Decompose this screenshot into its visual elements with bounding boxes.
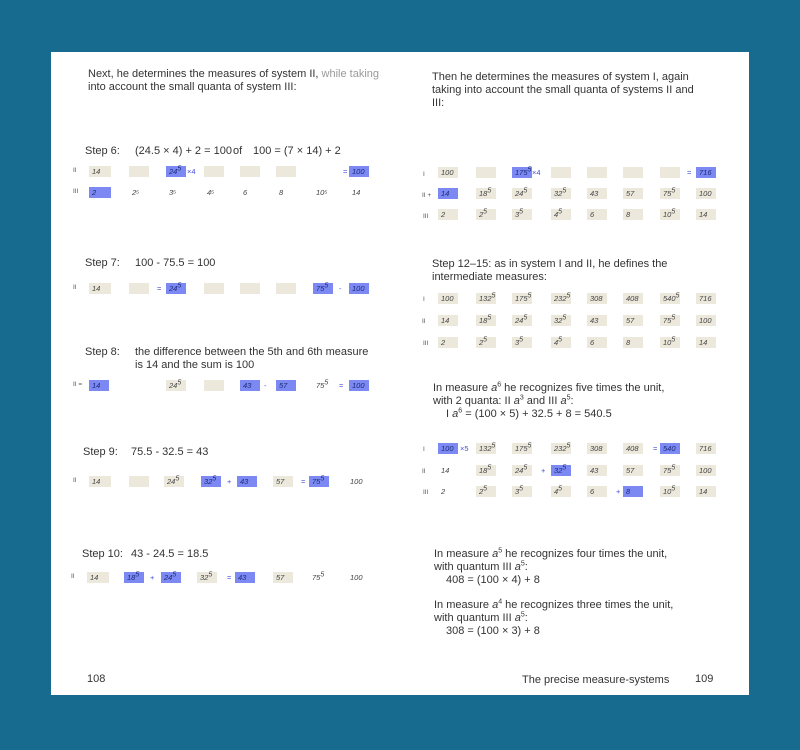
cell <box>129 283 149 294</box>
cell: $232^5$ <box>551 293 571 304</box>
row-label-ii: II <box>73 284 77 291</box>
cell-highlight: $75^5$ <box>309 476 329 487</box>
measure4-text-1: In measure $a^4$ he recognizes three times the unit, <box>434 598 674 611</box>
cell <box>587 167 607 178</box>
row-label-ii: II = <box>73 381 83 388</box>
row-label-i: I <box>423 296 425 303</box>
cell <box>129 166 149 177</box>
step8-label: Step 8: <box>85 346 120 358</box>
cell: $10^5$ <box>660 337 680 348</box>
cell: 100 <box>350 573 363 582</box>
cell <box>551 167 571 178</box>
cell: 8 <box>623 209 643 220</box>
cell: $4^5$ <box>551 209 571 220</box>
cell: 408 <box>623 293 643 304</box>
op-plus: + <box>227 477 232 486</box>
cell: $232^5$ <box>551 443 571 454</box>
cell-highlight: 100 <box>349 166 369 177</box>
row-label-iii: III <box>73 188 79 195</box>
cell: 43 <box>587 188 607 199</box>
page-number-right: 109 <box>695 673 714 685</box>
cell: 100 <box>696 315 716 326</box>
cell: $24^5$ <box>512 315 532 326</box>
cell: 6 <box>243 188 248 197</box>
cell: 14 <box>696 337 716 348</box>
cell: 14 <box>441 466 450 475</box>
cell: $2^5$ <box>476 337 496 348</box>
cell: 8 <box>623 337 643 348</box>
cell: 100 <box>438 167 458 178</box>
cell: 716 <box>696 293 716 304</box>
cell: 14 <box>87 572 109 583</box>
cell: $4^5$ <box>551 337 571 348</box>
cell: 14 <box>352 188 361 197</box>
cell: 8 <box>279 188 284 197</box>
op-equals: = <box>157 284 162 293</box>
op-equals: = <box>339 381 344 390</box>
cell-highlight: $24^5$ <box>166 166 186 177</box>
cell-highlight: 14 <box>438 188 458 199</box>
cell-highlight: 540 <box>660 443 680 454</box>
step10-formula: 43 - 24.5 = 18.5 <box>131 548 209 560</box>
cell: 408 <box>623 443 643 454</box>
cell <box>204 283 224 294</box>
cell: $18^5$ <box>476 465 496 476</box>
cell: $75^5$ <box>312 571 325 582</box>
cell: 2⁵ <box>132 188 140 197</box>
running-footer: The precise measure-systems <box>522 674 670 686</box>
cell: $10^5$ <box>660 209 680 220</box>
cell: $4^5$ <box>551 486 571 497</box>
row-label-iii: III <box>423 213 429 220</box>
step7-formula: 100 - 75.5 = 100 <box>135 257 216 269</box>
cell: $32^5$ <box>197 572 217 583</box>
cell-highlight: 8 <box>623 486 643 497</box>
op-equals: = <box>301 477 306 486</box>
cell: 14 <box>89 476 111 487</box>
step6-label: Step 6: <box>85 145 120 157</box>
row-label-ii: II <box>73 477 77 484</box>
row-label-i: I <box>423 171 425 178</box>
cell: $18^5$ <box>476 315 496 326</box>
left-page <box>51 52 398 695</box>
op-minus: - <box>339 284 342 293</box>
op-equals: = <box>227 573 232 582</box>
cell: 308 <box>587 293 607 304</box>
cell: $18^5$ <box>476 188 496 199</box>
cell <box>240 283 260 294</box>
cell: $24^5$ <box>166 380 186 391</box>
cell: $10^5$ <box>660 486 680 497</box>
step12-text-2: intermediate measures: <box>432 271 547 283</box>
cell <box>240 166 260 177</box>
cell: 14 <box>89 166 111 177</box>
cell: $75^5$ <box>316 379 329 390</box>
op-equals: = <box>653 444 658 453</box>
step8-text-2: is 14 and the sum is 100 <box>135 359 255 371</box>
cell-highlight: 100 <box>349 283 369 294</box>
cell: 3⁵ <box>169 188 177 197</box>
cell: 57 <box>623 465 643 476</box>
cell-highlight: 100 <box>349 380 369 391</box>
cell: $540^5$ <box>660 293 680 304</box>
op-minus: - <box>264 381 267 390</box>
op-times: ×5 <box>460 444 469 453</box>
step12-text-1: Step 12–15: as in system I and II, he defines the <box>432 258 668 270</box>
op-times: ×4 <box>532 168 541 177</box>
cell: 2 <box>438 337 458 348</box>
cell-highlight: 716 <box>696 167 716 178</box>
cell: 57 <box>273 572 293 583</box>
cell: 2 <box>438 209 458 220</box>
measure4-formula: 308 = (100 × 3) + 8 <box>446 625 540 637</box>
cell <box>276 166 296 177</box>
cell: $175^5$ <box>512 293 532 304</box>
op-plus: + <box>150 573 155 582</box>
cell: $24^5$ <box>512 465 532 476</box>
cell-highlight: 43 <box>237 476 257 487</box>
step9-label: Step 9: <box>83 446 118 458</box>
cell-highlight: $18^5$ <box>124 572 144 583</box>
cell: 100 <box>696 188 716 199</box>
row-label-ii: II <box>73 167 77 174</box>
cell-highlight: $24^5$ <box>166 283 186 294</box>
cell: 6 <box>587 337 607 348</box>
cell: 100 <box>438 293 458 304</box>
cell-highlight: 2 <box>89 187 111 198</box>
measure5-text-1: In measure $a^5$ he recognizes four times the unit, <box>434 547 668 560</box>
cell: 100 <box>696 465 716 476</box>
step8-text-1: the difference between the 5th and 6th measure <box>135 346 369 358</box>
cell: 6 <box>587 486 607 497</box>
cell: $75^5$ <box>660 188 680 199</box>
cell <box>476 167 496 178</box>
step10-label: Step 10: <box>82 548 123 560</box>
intro-line-3: III: <box>432 97 445 109</box>
step9-formula: 75.5 - 32.5 = 43 <box>131 446 209 458</box>
row-label-ii: II <box>422 468 426 475</box>
cell: $2^5$ <box>476 209 496 220</box>
cell: 14 <box>696 486 716 497</box>
cell <box>660 167 680 178</box>
cell: $175^5$ <box>512 443 532 454</box>
cell: $75^5$ <box>660 315 680 326</box>
intro-line-1: Next, he determines the measures of system II, while taking <box>88 68 380 80</box>
row-label-iii: III <box>423 489 429 496</box>
cell <box>204 166 224 177</box>
cell: 308 <box>587 443 607 454</box>
cell <box>276 283 296 294</box>
intro-line-2: taking into account the small quanta of systems II and <box>432 84 694 96</box>
cell: 716 <box>696 443 716 454</box>
measure6-text-2: with 2 quanta: II $a^3$ and III $a^5$: <box>433 394 574 407</box>
cell: $3^5$ <box>512 337 532 348</box>
measure4-text-2: with quantum III $a^5$: <box>434 611 528 624</box>
measure6-text-1: In measure $a^6$ he recognizes five times the unit, <box>433 381 665 394</box>
cell: 10⁵ <box>316 188 328 197</box>
cell-highlight: 57 <box>276 380 296 391</box>
right-page <box>398 52 749 695</box>
row-label-iii: III <box>423 340 429 347</box>
cell: 57 <box>623 315 643 326</box>
op-equals: = <box>343 167 348 176</box>
row-label-ii: II <box>71 573 75 580</box>
cell: $32^5$ <box>551 315 571 326</box>
cell <box>129 476 149 487</box>
cell-highlight: $175^5$ <box>512 167 532 178</box>
op-times: ×4 <box>187 167 196 176</box>
cell: 4⁵ <box>207 188 215 197</box>
cell: $132^5$ <box>476 293 496 304</box>
cell-highlight: $24^5$ <box>161 572 181 583</box>
measure5-formula: 408 = (100 × 4) + 8 <box>446 574 540 586</box>
cell: 14 <box>89 283 111 294</box>
cell: 6 <box>587 209 607 220</box>
cell: $2^5$ <box>476 486 496 497</box>
cell: $24^5$ <box>512 188 532 199</box>
row-label-ii: II <box>422 318 426 325</box>
cell: 43 <box>587 315 607 326</box>
cell: 14 <box>438 315 458 326</box>
row-label-i: I <box>423 446 425 453</box>
cell: $132^5$ <box>476 443 496 454</box>
step7-label: Step 7: <box>85 257 120 269</box>
cell: $3^5$ <box>512 486 532 497</box>
cell-highlight: 43 <box>235 572 255 583</box>
op-equals: = <box>687 168 692 177</box>
cell-highlight: 14 <box>89 380 109 391</box>
cell-highlight: 100 <box>438 443 458 454</box>
cell: $24^5$ <box>164 476 184 487</box>
measure5-text-2: with quantum III $a^5$: <box>434 560 528 573</box>
cell-highlight: 43 <box>240 380 260 391</box>
intro-line-1: Then he determines the measures of system I, again <box>432 71 689 83</box>
cell: 14 <box>696 209 716 220</box>
cell: 57 <box>623 188 643 199</box>
step6-formula-2: 100 = (7 × 14) + 2 <box>253 145 341 157</box>
cell: 57 <box>273 476 293 487</box>
row-label-ii: II + <box>422 192 432 199</box>
cell: $32^5$ <box>551 188 571 199</box>
step6-of: of <box>233 145 243 157</box>
intro-line-2: into account the small quanta of system III: <box>88 81 297 93</box>
cell: 100 <box>350 477 363 486</box>
cell-highlight: $32^5$ <box>551 465 571 476</box>
cell: $3^5$ <box>512 209 532 220</box>
measure6-formula: I $a^6 = (100 \times 5) + 32.5 + 8 = 540.5$ <box>446 407 612 420</box>
cell-highlight: $75^5$ <box>313 283 333 294</box>
cell: 43 <box>587 465 607 476</box>
op-plus: + <box>541 466 546 475</box>
cell-highlight: $32^5$ <box>201 476 221 487</box>
step6-formula: (24.5 × 4) + 2 = 100 <box>135 145 232 157</box>
page-number-left: 108 <box>87 673 106 685</box>
cell: $75^5$ <box>660 465 680 476</box>
cell: 2 <box>441 487 446 496</box>
op-plus: + <box>616 487 621 496</box>
cell <box>623 167 643 178</box>
cell <box>204 380 224 391</box>
